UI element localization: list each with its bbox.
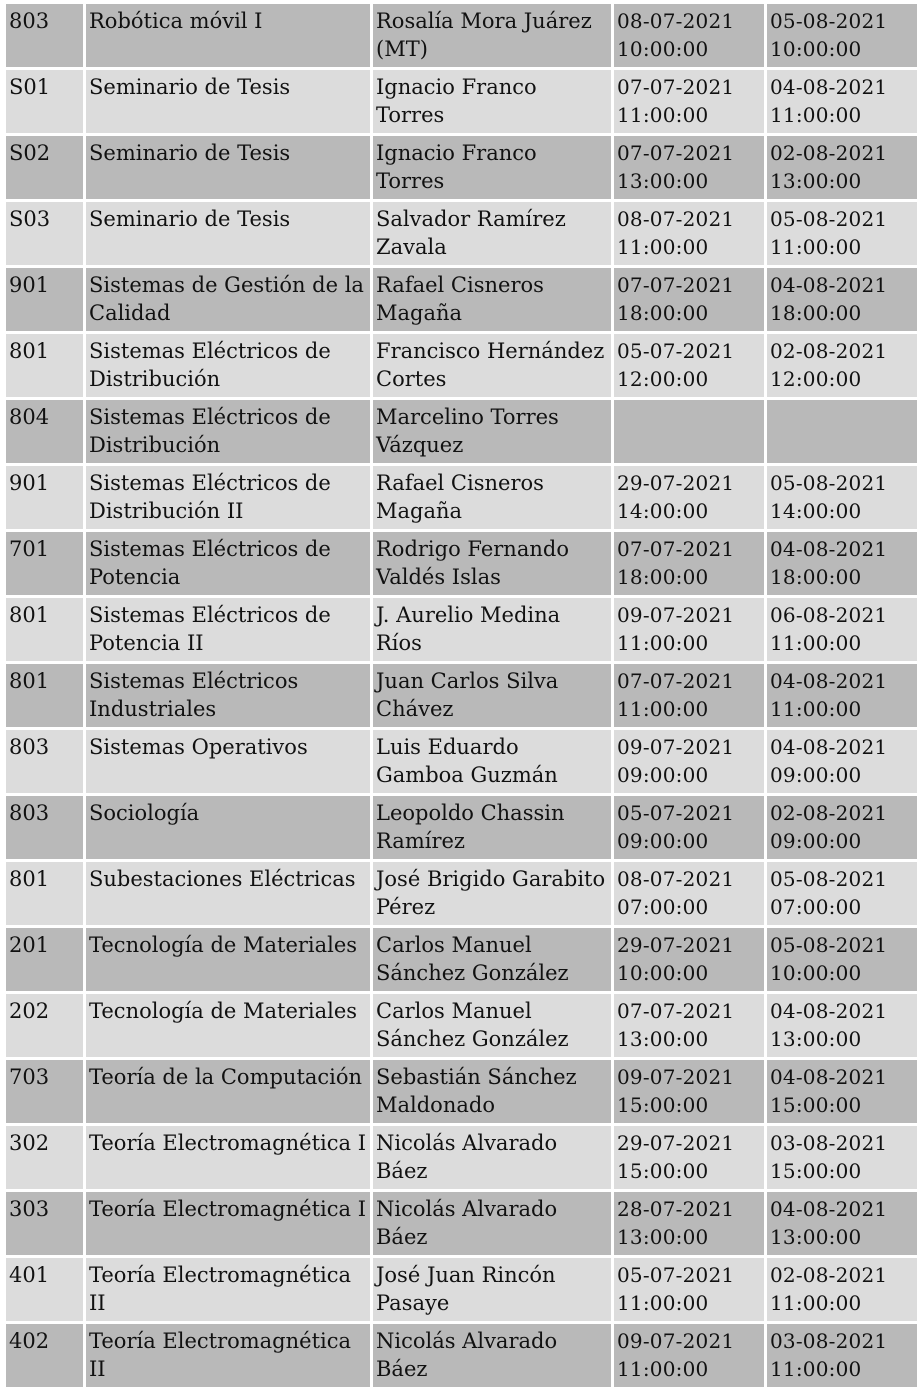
teacher-cell: Nicolás Alvarado Báez [373,1324,611,1387]
table-row [6,268,917,331]
table-row [6,400,917,463]
table-row [6,1060,917,1123]
table-row [6,532,917,595]
subject-cell: Tecnología de Materiales [86,994,370,1057]
end-datetime-cell: 03-08-2021 11:00:00 [767,1324,917,1387]
end-datetime-cell: 05-08-2021 10:00:00 [767,928,917,991]
table-row [6,1258,917,1321]
start-datetime-cell: 08-07-2021 10:00:00 [614,4,764,67]
end-datetime-cell: 05-08-2021 11:00:00 [767,202,917,265]
table-row [6,202,917,265]
start-datetime-cell: 29-07-2021 14:00:00 [614,466,764,529]
table-row [6,4,917,67]
teacher-cell: Marcelino Torres Vázquez [373,400,611,463]
teacher-cell: Salvador Ramírez Zavala [373,202,611,265]
table-row [6,862,917,925]
subject-cell: Sociología [86,796,370,859]
group-cell: 303 [6,1192,83,1255]
teacher-cell: Carlos Manuel Sánchez González [373,994,611,1057]
teacher-cell: Juan Carlos Silva Chávez [373,664,611,727]
group-cell: S03 [6,202,83,265]
start-datetime-cell: 07-07-2021 11:00:00 [614,664,764,727]
start-datetime-cell: 09-07-2021 09:00:00 [614,730,764,793]
end-datetime-cell [767,400,917,463]
start-datetime-cell: 29-07-2021 15:00:00 [614,1126,764,1189]
start-datetime-cell: 29-07-2021 10:00:00 [614,928,764,991]
group-cell: 901 [6,466,83,529]
table-row [6,136,917,199]
end-datetime-cell: 06-08-2021 11:00:00 [767,598,917,661]
subject-cell: Seminario de Tesis [86,202,370,265]
table-row [6,70,917,133]
teacher-cell: Nicolás Alvarado Báez [373,1192,611,1255]
end-datetime-cell: 04-08-2021 11:00:00 [767,664,917,727]
group-cell: 803 [6,796,83,859]
group-cell: 801 [6,862,83,925]
teacher-cell: Rafael Cisneros Magaña [373,466,611,529]
teacher-cell: Carlos Manuel Sánchez González [373,928,611,991]
group-cell: 202 [6,994,83,1057]
group-cell: 803 [6,4,83,67]
table-row [6,334,917,397]
teacher-cell: Leopoldo Chassin Ramírez [373,796,611,859]
group-cell: 901 [6,268,83,331]
end-datetime-cell: 03-08-2021 15:00:00 [767,1126,917,1189]
subject-cell: Subestaciones Eléctricas [86,862,370,925]
start-datetime-cell: 07-07-2021 13:00:00 [614,136,764,199]
schedule-table [3,1,920,1390]
subject-cell: Teoría Electromagnética II [86,1258,370,1321]
group-cell: 201 [6,928,83,991]
teacher-cell: Sebastián Sánchez Maldonado [373,1060,611,1123]
group-cell: S01 [6,70,83,133]
start-datetime-cell: 05-07-2021 11:00:00 [614,1258,764,1321]
table-row [6,928,917,991]
group-cell: 801 [6,664,83,727]
group-cell: 803 [6,730,83,793]
start-datetime-cell: 09-07-2021 15:00:00 [614,1060,764,1123]
table-row [6,730,917,793]
teacher-cell: José Brigido Garabito Pérez [373,862,611,925]
subject-cell: Sistemas Operativos [86,730,370,793]
start-datetime-cell: 07-07-2021 11:00:00 [614,70,764,133]
table-row [6,1324,917,1387]
group-cell: 402 [6,1324,83,1387]
start-datetime-cell: 05-07-2021 09:00:00 [614,796,764,859]
end-datetime-cell: 04-08-2021 11:00:00 [767,70,917,133]
start-datetime-cell: 28-07-2021 13:00:00 [614,1192,764,1255]
end-datetime-cell: 02-08-2021 12:00:00 [767,334,917,397]
group-cell: 801 [6,598,83,661]
subject-cell: Sistemas Eléctricos de Distribución [86,334,370,397]
end-datetime-cell: 05-08-2021 14:00:00 [767,466,917,529]
start-datetime-cell: 05-07-2021 12:00:00 [614,334,764,397]
end-datetime-cell: 04-08-2021 15:00:00 [767,1060,917,1123]
group-cell: 302 [6,1126,83,1189]
table-row [6,994,917,1057]
start-datetime-cell: 08-07-2021 07:00:00 [614,862,764,925]
group-cell: 801 [6,334,83,397]
group-cell: 701 [6,532,83,595]
subject-cell: Sistemas Eléctricos Industriales [86,664,370,727]
subject-cell: Tecnología de Materiales [86,928,370,991]
subject-cell: Sistemas de Gestión de la Calidad [86,268,370,331]
table-row [6,664,917,727]
table-row [6,1192,917,1255]
group-cell: 401 [6,1258,83,1321]
teacher-cell: Luis Eduardo Gamboa Guzmán [373,730,611,793]
start-datetime-cell: 07-07-2021 18:00:00 [614,532,764,595]
table-row [6,796,917,859]
table-row [6,598,917,661]
teacher-cell: J. Aurelio Medina Ríos [373,598,611,661]
end-datetime-cell: 04-08-2021 13:00:00 [767,994,917,1057]
teacher-cell: Nicolás Alvarado Báez [373,1126,611,1189]
teacher-cell: Francisco Hernández Cortes [373,334,611,397]
start-datetime-cell: 07-07-2021 13:00:00 [614,994,764,1057]
start-datetime-cell: 09-07-2021 11:00:00 [614,1324,764,1387]
subject-cell: Sistemas Eléctricos de Distribución [86,400,370,463]
teacher-cell: José Juan Rincón Pasaye [373,1258,611,1321]
subject-cell: Teoría Electromagnética I [86,1192,370,1255]
end-datetime-cell: 04-08-2021 09:00:00 [767,730,917,793]
subject-cell: Seminario de Tesis [86,136,370,199]
end-datetime-cell: 02-08-2021 13:00:00 [767,136,917,199]
subject-cell: Teoría Electromagnética II [86,1324,370,1387]
subject-cell: Seminario de Tesis [86,70,370,133]
subject-cell: Teoría de la Computación [86,1060,370,1123]
teacher-cell: Ignacio Franco Torres [373,70,611,133]
subject-cell: Sistemas Eléctricos de Potencia [86,532,370,595]
group-cell: 703 [6,1060,83,1123]
start-datetime-cell: 08-07-2021 11:00:00 [614,202,764,265]
start-datetime-cell: 07-07-2021 18:00:00 [614,268,764,331]
end-datetime-cell: 05-08-2021 10:00:00 [767,4,917,67]
end-datetime-cell: 05-08-2021 07:00:00 [767,862,917,925]
end-datetime-cell: 04-08-2021 18:00:00 [767,532,917,595]
teacher-cell: Rodrigo Fernando Valdés Islas [373,532,611,595]
subject-cell: Teoría Electromagnética I [86,1126,370,1189]
group-cell: 804 [6,400,83,463]
schedule-table-body [6,4,917,1387]
end-datetime-cell: 04-08-2021 18:00:00 [767,268,917,331]
subject-cell: Sistemas Eléctricos de Potencia II [86,598,370,661]
start-datetime-cell [614,400,764,463]
table-row [6,1126,917,1189]
teacher-cell: Rafael Cisneros Magaña [373,268,611,331]
end-datetime-cell: 04-08-2021 13:00:00 [767,1192,917,1255]
table-row [6,466,917,529]
subject-cell: Robótica móvil I [86,4,370,67]
start-datetime-cell: 09-07-2021 11:00:00 [614,598,764,661]
group-cell: S02 [6,136,83,199]
teacher-cell: Ignacio Franco Torres [373,136,611,199]
subject-cell: Sistemas Eléctricos de Distribución II [86,466,370,529]
end-datetime-cell: 02-08-2021 11:00:00 [767,1258,917,1321]
teacher-cell: Rosalía Mora Juárez (MT) [373,4,611,67]
end-datetime-cell: 02-08-2021 09:00:00 [767,796,917,859]
